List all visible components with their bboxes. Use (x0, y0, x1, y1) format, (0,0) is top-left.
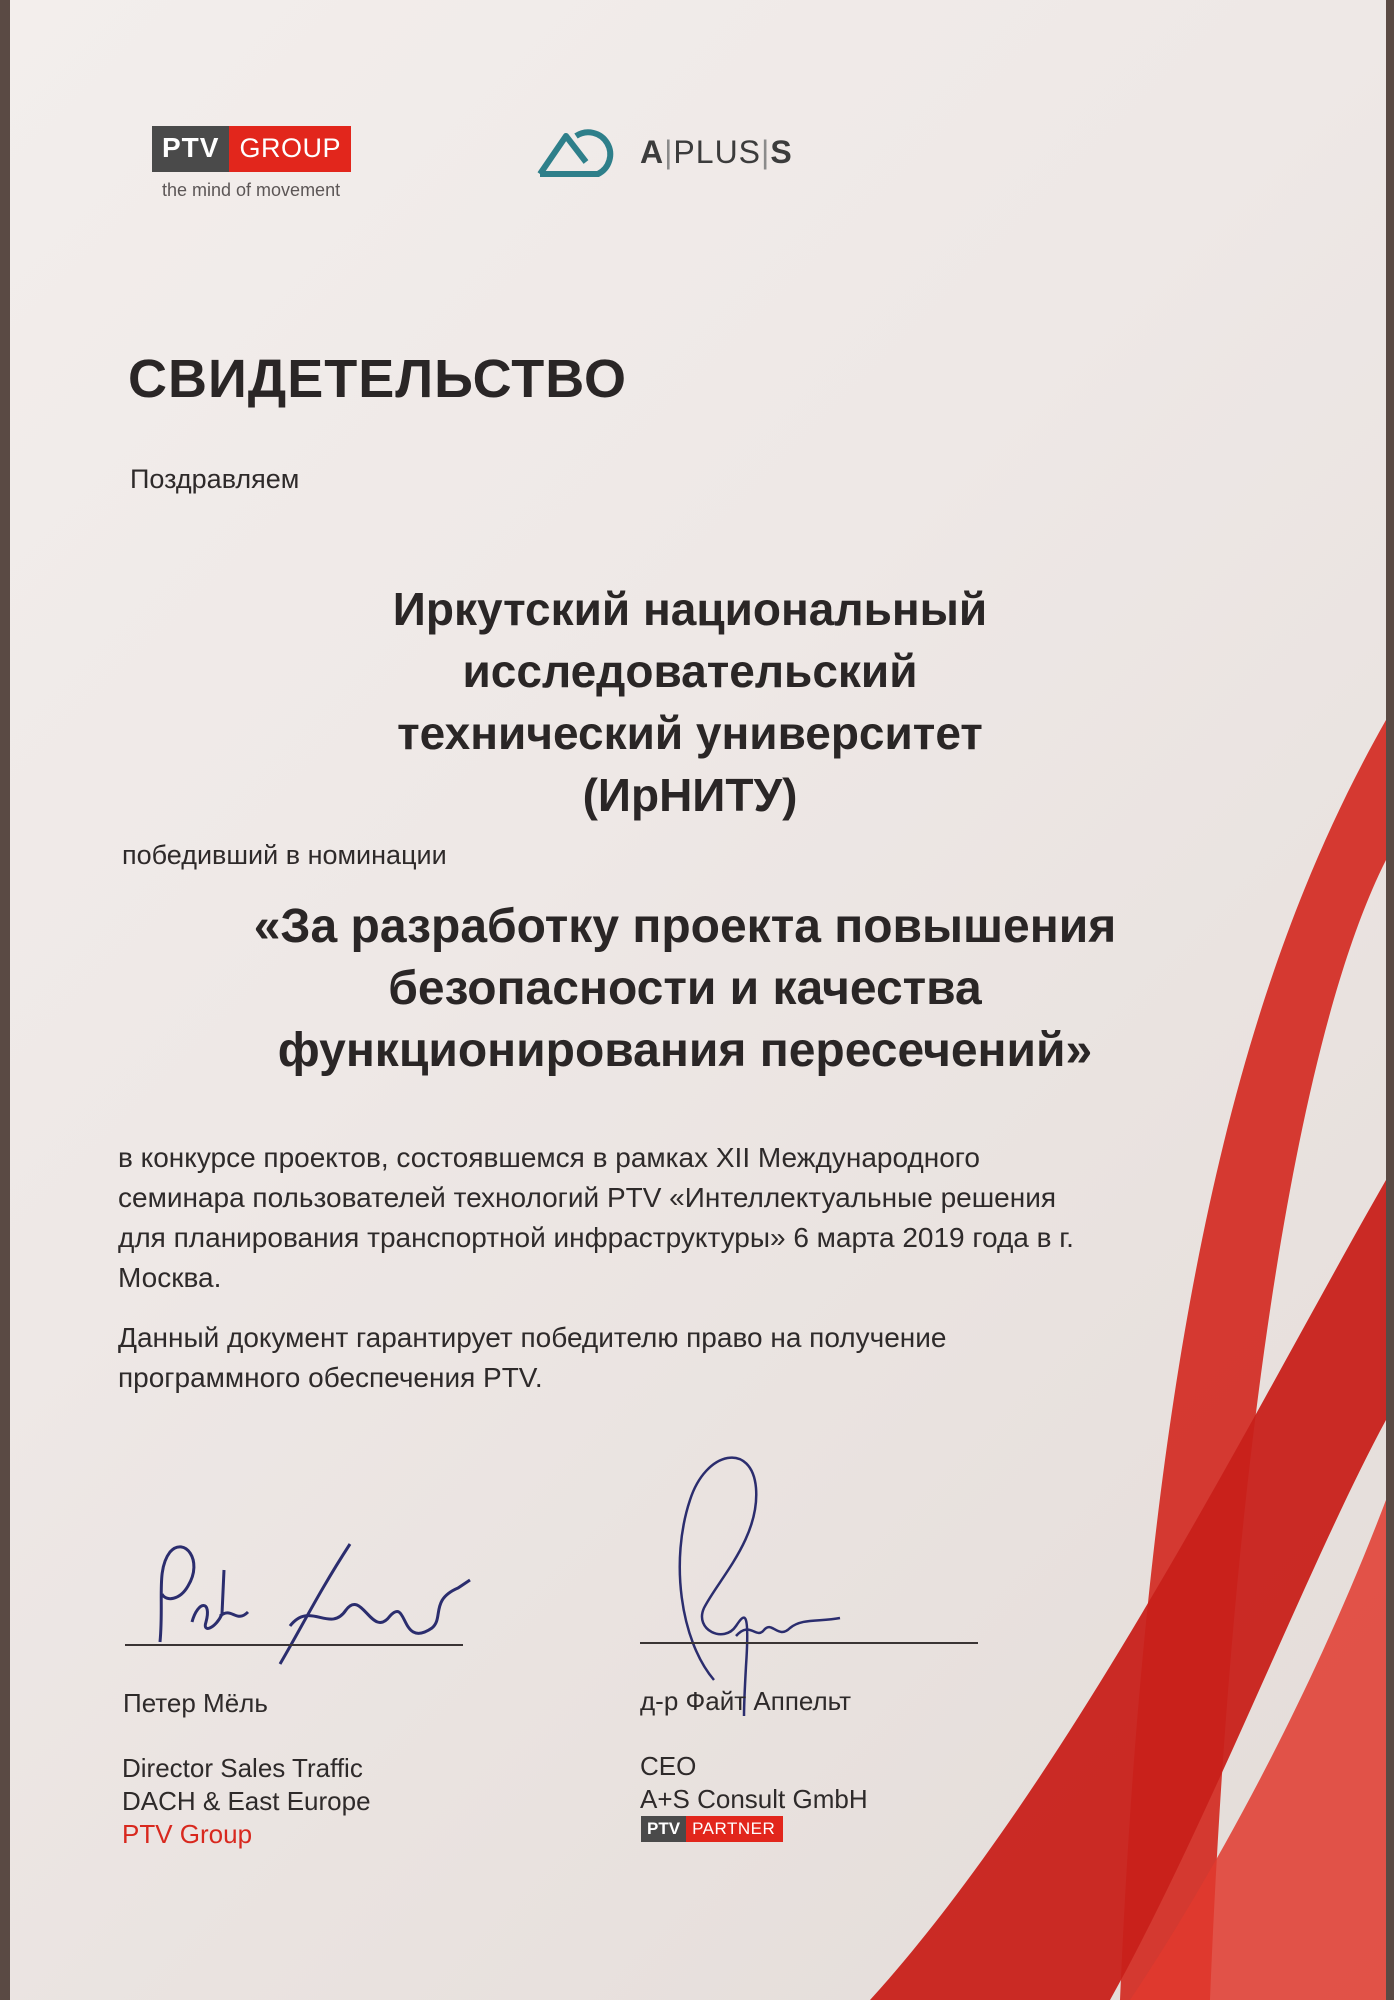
aplus-a: A (640, 133, 665, 170)
body-line: для планирования транспортной инфраструктуры» 6 марта 2019 года в г. (118, 1222, 1074, 1253)
ptv-logo-right: GROUP (229, 126, 351, 172)
body-line: в конкурсе проектов, состоявшемся в рамках XII Международного (118, 1142, 980, 1173)
ptv-group-logo (152, 126, 351, 201)
recipient-line: (ИрНИТУ) (582, 769, 798, 821)
signatory-name-moel: Петер Мёль (123, 1688, 268, 1718)
guarantee-line: Данный документ гарантирует победителю право на получение (118, 1322, 947, 1353)
recipient-line: технический университет (397, 707, 983, 759)
aplus-plus: PLUS (673, 133, 762, 170)
signature-appelt (640, 1440, 880, 1720)
signature-line-left (125, 1644, 463, 1646)
certificate-title: СВИДЕТЕЛЬСТВО (128, 349, 627, 409)
aplus-sep2: | (761, 133, 771, 170)
nomination-line: безопасности и качества (388, 962, 982, 1015)
recipient-line: Иркутский национальный (392, 583, 988, 635)
nomination-line: функционирования пересечений» (277, 1024, 1093, 1077)
aplus-mountain-icon (536, 126, 628, 178)
body-line: Москва. (118, 1262, 222, 1293)
aplus-s: S (770, 133, 793, 170)
partner-badge-right: PARTNER (686, 1816, 783, 1842)
aplus-sep1: | (664, 133, 674, 170)
ptv-partner-badge (641, 1816, 783, 1842)
nomination-title (110, 896, 1260, 1082)
nomination-line: «За разработку проекта повышения (253, 900, 1117, 953)
recipient-name (130, 578, 1250, 826)
body-line: семинара пользователей технологий PTV «Интеллектуальные решения (118, 1182, 1057, 1213)
signatory-role-moel (122, 1752, 371, 1851)
ptv-logo-left: PTV (152, 126, 229, 172)
nomination-intro: победивший в номинации (122, 840, 447, 870)
ptv-group-company: PTV Group (122, 1819, 253, 1849)
partner-badge-left: PTV (641, 1816, 686, 1842)
role-line: CEO (640, 1751, 697, 1781)
guarantee-line: программного обеспечения PTV. (118, 1362, 543, 1393)
frame-edge-left (0, 0, 10, 2000)
role-line: A+S Consult GmbH (640, 1784, 868, 1814)
signature-line-right (640, 1642, 978, 1644)
aplus-logo (536, 126, 793, 178)
signatory-role-appelt (640, 1750, 868, 1816)
recipient-line: исследовательский (462, 645, 918, 697)
ptv-logo-tagline: the mind of movement (162, 180, 341, 200)
guarantee-text (118, 1318, 1268, 1398)
signatory-name-appelt: д-р Файт Аппельт (640, 1686, 852, 1716)
role-line: DACH & East Europe (122, 1786, 371, 1816)
contest-description (118, 1138, 1268, 1298)
congrats-text: Поздравляем (130, 464, 300, 494)
frame-edge-right (1386, 0, 1394, 2000)
signature-moel (140, 1530, 480, 1670)
certificate-paper (10, 0, 1386, 2000)
role-line: Director Sales Traffic (122, 1753, 363, 1783)
